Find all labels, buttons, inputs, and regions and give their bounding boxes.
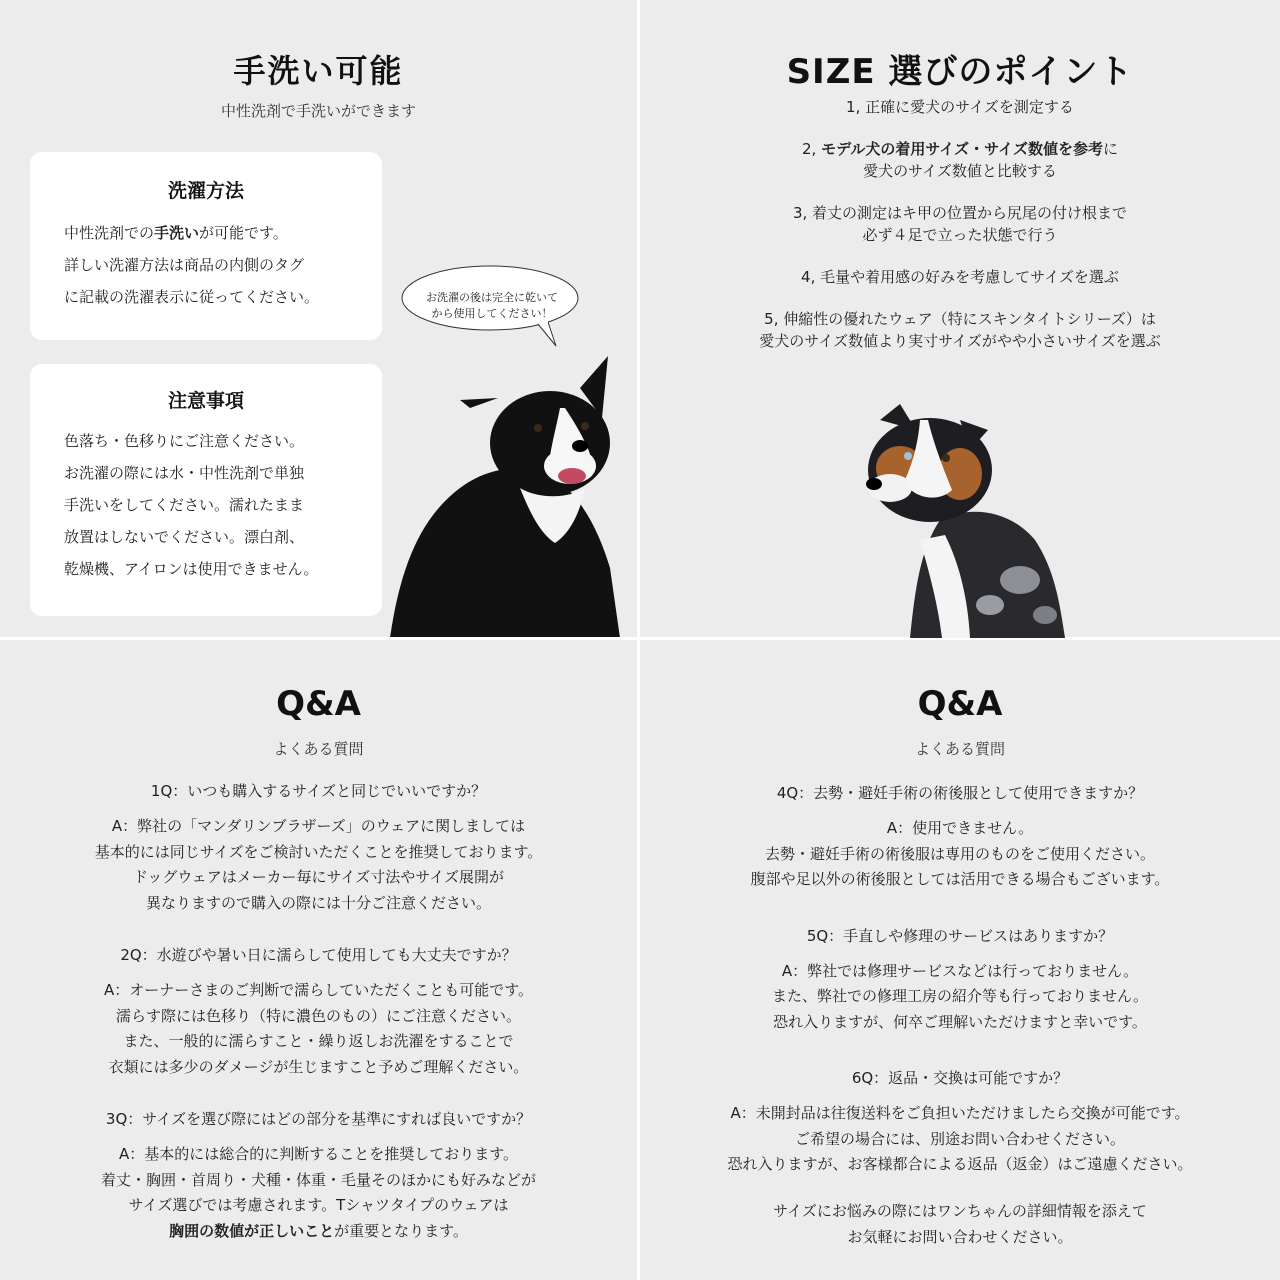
size-point-2-post: に bbox=[1102, 140, 1118, 158]
qa-right-subtitle: よくある質問 bbox=[914, 740, 1005, 758]
answer-6-line: ご希望の場合には、別途お問い合わせください。 bbox=[794, 1129, 1125, 1148]
answer-4-line: 去勢・避妊手術の術後服は専用のものをご使用ください。 bbox=[764, 844, 1155, 863]
closing-note-line: お気軽にお問い合わせください。 bbox=[847, 1227, 1073, 1246]
qa-right-list bbox=[640, 782, 1280, 1280]
answer-2 bbox=[0, 978, 637, 1080]
answer-5 bbox=[640, 959, 1280, 1036]
answer-3-line: サイズ選びでは考慮されます。Tシャツタイプのウェアは bbox=[128, 1196, 509, 1214]
wash-caution-line: 色落ち・色移りにご注意ください。 bbox=[64, 432, 305, 450]
wash-method-card bbox=[30, 152, 382, 340]
wash-caution-card bbox=[30, 364, 382, 616]
answer-5-line: また、弊社での修理工房の紹介等も行っておりません。 bbox=[772, 987, 1148, 1005]
answer-6 bbox=[640, 1101, 1280, 1178]
question-5: 5Q：手直しや修理のサービスはありますか？ bbox=[806, 926, 1114, 945]
wash-caution-line: 手洗いをしてください。濡れたまま bbox=[64, 496, 305, 514]
wash-caution-line: お洗濯の際には水・中性洗剤で単独 bbox=[64, 464, 305, 482]
answer-1-line: A：弊社の「マンダリンブラザーズ」のウェアに関しましては bbox=[111, 817, 526, 835]
wash-method-line3: に記載の洗濯表示に従ってください。 bbox=[64, 288, 320, 306]
answer-4 bbox=[640, 816, 1280, 893]
answer-3 bbox=[0, 1142, 637, 1244]
border-collie-image bbox=[380, 348, 637, 637]
answer-6-line: 恐れ入りますが、お客様都合による返品（返金）はご遠慮ください。 bbox=[727, 1155, 1193, 1173]
answer-1-line: 異なりますので購入の際には十分ご注意ください。 bbox=[145, 893, 491, 912]
size-point-3 bbox=[640, 202, 1280, 246]
size-point-2-pre: 2, bbox=[802, 140, 822, 158]
question-2: 2Q：水遊びや暑い日に濡らして使用しても大丈夫ですか？ bbox=[120, 946, 517, 964]
wash-method-line1-post: が可能です。 bbox=[199, 224, 288, 242]
wash-method-line1-pre: 中性洗剤での bbox=[64, 224, 155, 242]
size-point-2-line2: 愛犬のサイズ数値と比較する bbox=[863, 162, 1057, 180]
answer-2-line: 濡らす際には色移り（特に濃色のもの）にご注意ください。 bbox=[115, 1006, 521, 1025]
answer-3-last: が重要となります。 bbox=[334, 1221, 468, 1240]
answer-1-line: ドッグウェアはメーカー毎にサイズ寸法やサイズ展開が bbox=[132, 868, 505, 886]
answer-5-line: A：弊社では修理サービスなどは行っておりません。 bbox=[781, 961, 1139, 980]
closing-note bbox=[640, 1198, 1280, 1250]
answer-2-line: また、一般的に濡らすこと・繰り返しお洗濯をすることで bbox=[123, 1032, 514, 1050]
wash-caution-heading: 注意事項 bbox=[167, 390, 244, 412]
wash-method-text bbox=[30, 217, 382, 313]
wash-caution-text bbox=[30, 425, 382, 585]
answer-1 bbox=[0, 814, 637, 916]
size-point-5-line2: 愛犬のサイズ数値より実寸サイズがやや小さいサイズを選ぶ bbox=[759, 332, 1161, 350]
speech-bubble-line1: お洗濯の後は完全に乾いて bbox=[426, 291, 558, 304]
answer-3-line: 着丈・胸囲・首周り・犬種・体重・毛量そのほかにも好みなどが bbox=[100, 1170, 536, 1189]
qa-right-panel bbox=[640, 640, 1280, 1280]
qa-left-subtitle: よくある質問 bbox=[273, 740, 364, 758]
question-6: 6Q：返品・交換は可能ですか？ bbox=[851, 1069, 1069, 1087]
answer-3-line: A：基本的には総合的に判断することを推奨しております。 bbox=[118, 1145, 519, 1163]
question-1: 1Q：いつも購入するサイズと同じでいいですか？ bbox=[150, 782, 487, 800]
qa-item-2 bbox=[0, 944, 637, 1080]
wash-panel bbox=[0, 0, 637, 637]
size-points bbox=[640, 96, 1280, 372]
answer-2-line: 衣類には多少のダメージが生じますこと予めご理解ください。 bbox=[108, 1057, 529, 1076]
qa-right-title: Q&A bbox=[917, 684, 1003, 724]
speech-bubble-line2: から使用してください！ bbox=[431, 307, 553, 320]
qa-left-list bbox=[0, 780, 637, 1272]
qa-item-1 bbox=[0, 780, 637, 916]
answer-4-line: 腹部や足以外の術後服としては活用できる場合もございます。 bbox=[750, 870, 1170, 888]
answer-3-bold: 胸囲の数値が正しいこと bbox=[169, 1221, 335, 1240]
size-point-2-bold: モデル犬の着用サイズ・サイズ数値を参考 bbox=[821, 140, 1103, 158]
wash-caution-line: 放置はしないでください。漂白剤、 bbox=[64, 528, 305, 546]
wash-title: 手洗い可能 bbox=[233, 52, 404, 90]
size-title: SIZE 選びのポイント bbox=[786, 52, 1134, 92]
size-point-2 bbox=[640, 138, 1280, 182]
wash-method-heading: 洗濯方法 bbox=[167, 180, 244, 202]
qa-item-5 bbox=[640, 925, 1280, 1036]
wash-method-line2: 詳しい洗濯方法は商品の内側のタグ bbox=[64, 256, 305, 274]
qa-item-3 bbox=[0, 1108, 637, 1244]
size-point-3-line1: 3, 着丈の測定はキ甲の位置から尻尾の付け根まで bbox=[792, 204, 1128, 222]
speech-bubble-text bbox=[408, 290, 576, 322]
answer-5-line: 恐れ入りますが、何卒ご理解いただけますと幸いです。 bbox=[773, 1012, 1147, 1031]
size-point-5 bbox=[640, 308, 1280, 352]
size-point-3-line2: 必ず４足で立った状態で行う bbox=[862, 226, 1058, 244]
question-4: 4Q：去勢・避妊手術の術後服として使用できますか？ bbox=[776, 784, 1144, 802]
australian-shepherd-image bbox=[820, 390, 1080, 638]
wash-caution-line: 乾燥機、アイロンは使用できません。 bbox=[64, 560, 319, 578]
qa-left-panel bbox=[0, 640, 637, 1280]
wash-method-line1-bold: 手洗い bbox=[154, 224, 200, 242]
question-3: 3Q：サイズを選び際にはどの部分を基準にすれば良いですか？ bbox=[105, 1110, 532, 1128]
size-point-5-line1: 5, 伸縮性の優れたウェア（特にスキンタイトシリーズ）は bbox=[764, 310, 1156, 328]
closing-note-line: サイズにお悩みの際にはワンちゃんの詳細情報を添えて bbox=[773, 1201, 1147, 1220]
answer-2-line: A：オーナーさまのご判断で濡らしていただくことも可能です。 bbox=[103, 981, 534, 999]
qa-item-4 bbox=[640, 782, 1280, 893]
qa-item-6 bbox=[640, 1067, 1280, 1250]
size-point-4: 4, 毛量や着用感の好みを考慮してサイズを選ぶ bbox=[801, 268, 1119, 286]
size-point-1: 1, 正確に愛犬のサイズを測定する bbox=[846, 98, 1074, 116]
qa-left-title: Q&A bbox=[276, 684, 361, 724]
wash-subtitle: 中性洗剤で手洗いができます bbox=[220, 102, 416, 120]
answer-1-line: 基本的には同じサイズをご検討いただくことを推奨しております。 bbox=[94, 842, 543, 861]
answer-6-line: A：未開封品は往復送料をご負担いただけましたら交換が可能です。 bbox=[730, 1104, 1190, 1122]
answer-4-line: A：使用できません。 bbox=[886, 819, 1034, 837]
